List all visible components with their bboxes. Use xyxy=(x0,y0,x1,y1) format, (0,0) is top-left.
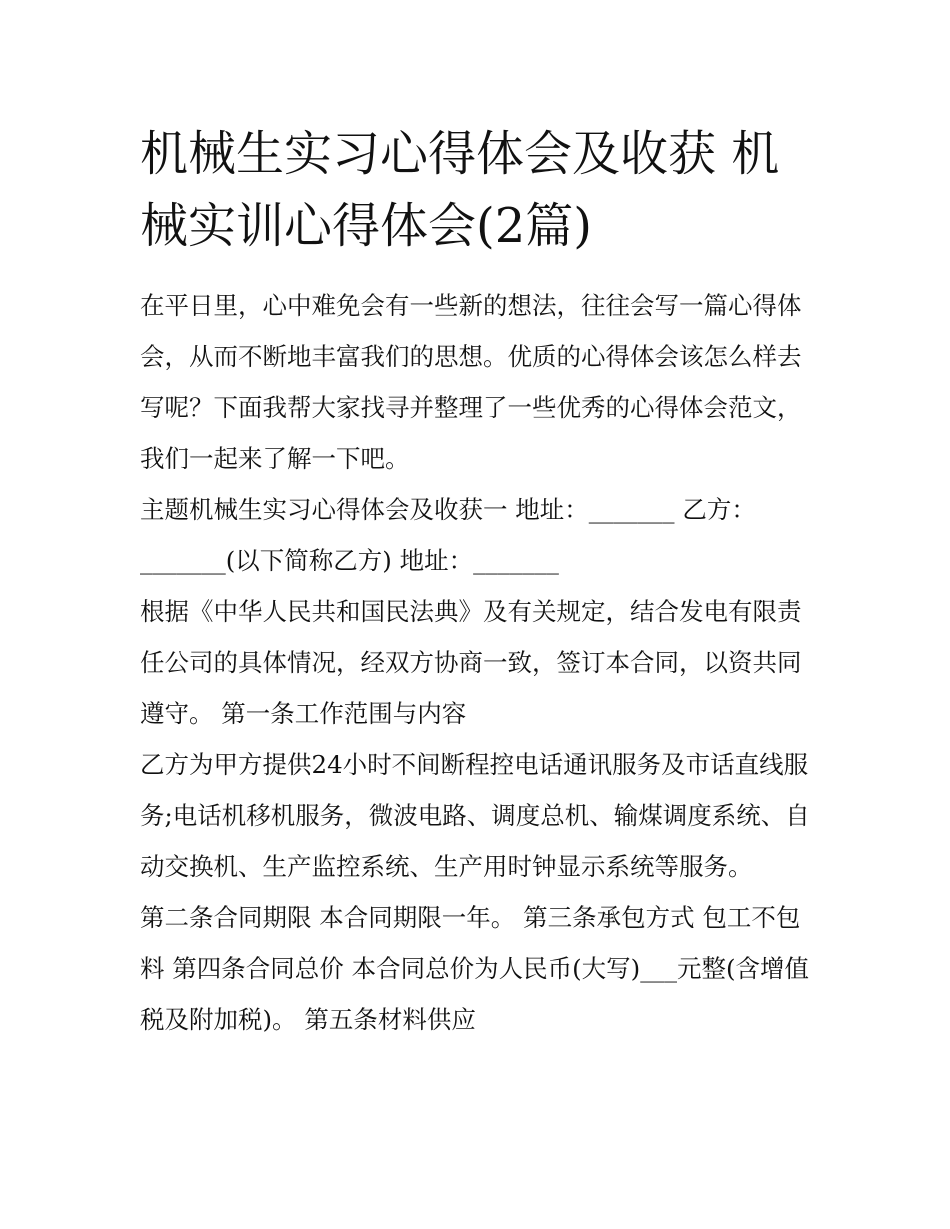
intro-paragraph: 在平日里，心中难免会有一些新的想法，往往会写一篇心得体会，从而不断地丰富我们的思想。优质的心得体会该怎么样去写呢？下面我帮大家找寻并整理了一些优秀的心得体会范文，我们一起来了解一下吧。 xyxy=(140,291,802,473)
service-scope-paragraph: 乙方为甲方提供24小时不间断程控电话通讯服务及市话直线服务;电话机移机服务，微波电路、调度总机、输煤调度系统、自动交换机、生产监控系统、生产用时钟显示系统等服务。 xyxy=(140,750,810,881)
contract-terms-paragraph: 第二条合同期限 本合同期限一年。 第三条承包方式 包工不包料 第四条合同总价 本合同总价为人民币(大写)___元整(含增值税及附加税)。 第五条材料供应 xyxy=(140,903,809,1034)
document-body xyxy=(140,280,820,1045)
contract-basis-paragraph: 根据《中华人民共和国民法典》及有关规定，结合发电有限责任公司的具体情况，经双方协商一致，签订本合同，以资共同遵守。 第一条工作范围与内容 xyxy=(140,597,802,728)
contract-parties-paragraph: 主题机械生实习心得体会及收获一 地址：_______ 乙方：_______(以下简称乙方) 地址：_______ xyxy=(140,495,756,575)
document-title: 机械生实习心得体会及收获 机械实训心得体会(2篇) xyxy=(140,126,780,254)
